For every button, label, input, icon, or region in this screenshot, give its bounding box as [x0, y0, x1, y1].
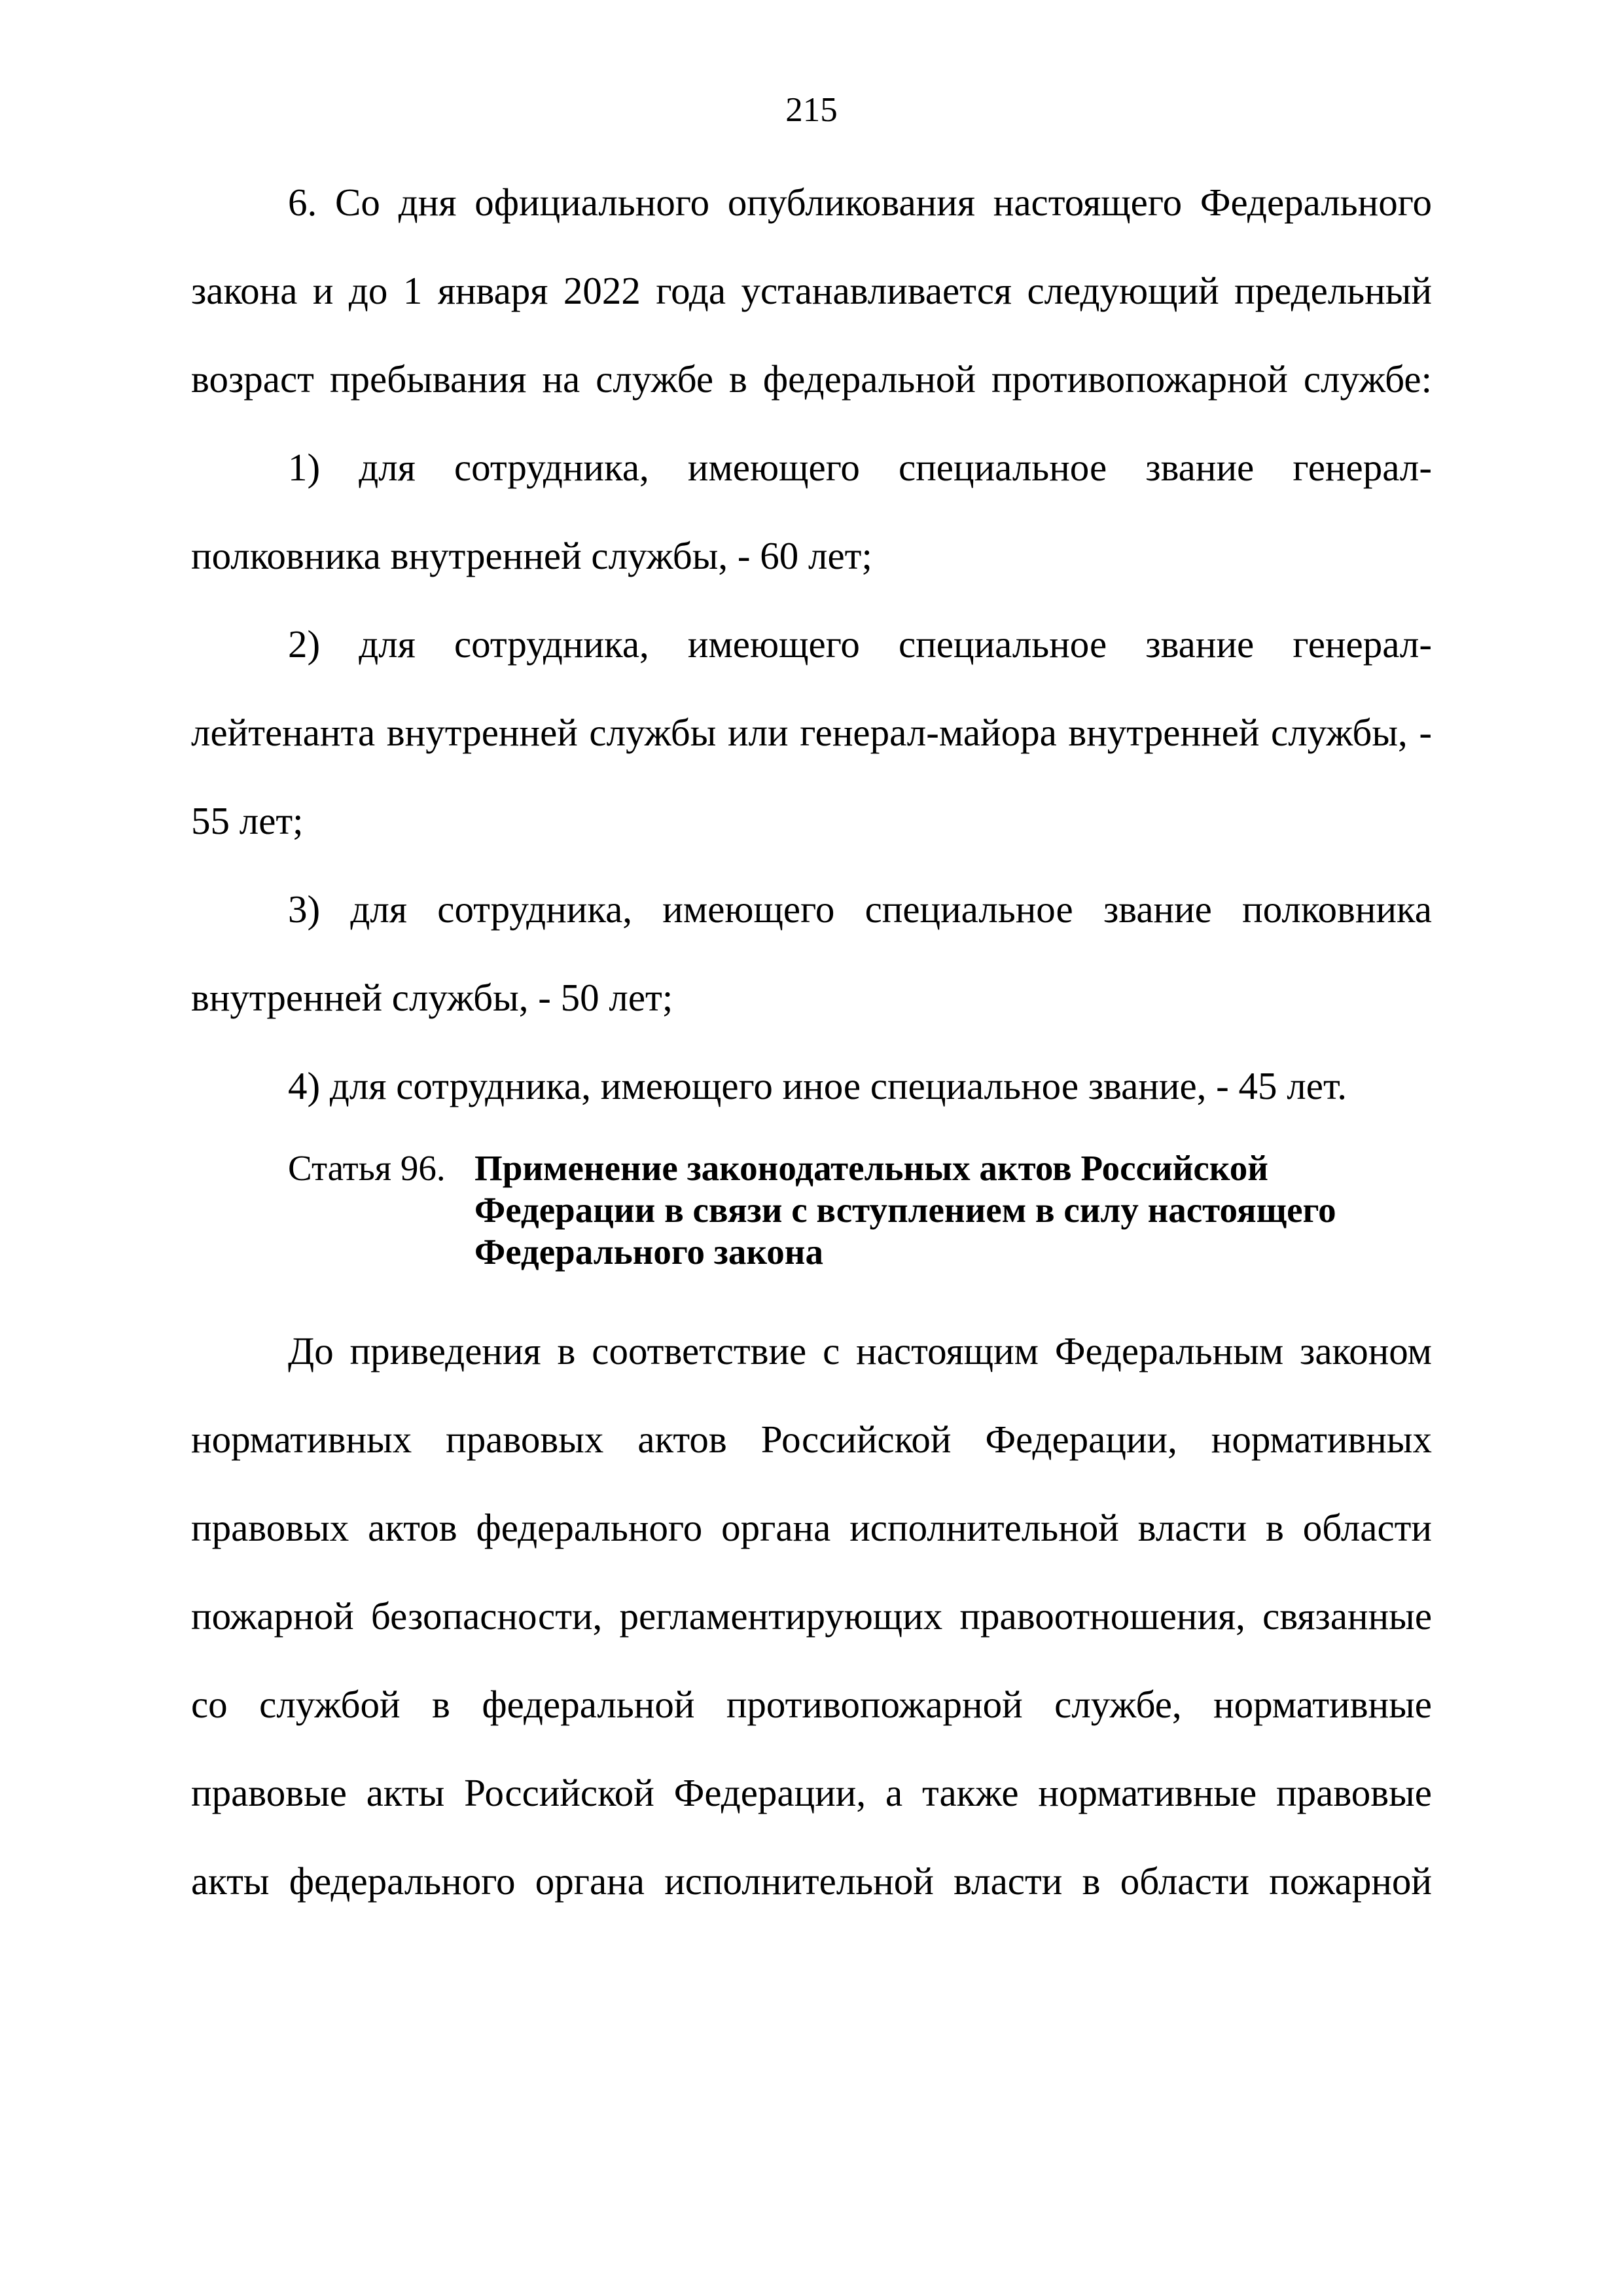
- list-item-2-line: 2) для сотрудника, имеющего специальное звание генерал-: [288, 622, 1432, 666]
- paragraph-6-line: возраст пребывания на службе в федеральной противопожарной службе:: [191, 357, 1432, 401]
- article-text-line: правовые акты Российской Федерации, а также нормативные правовые: [191, 1771, 1432, 1814]
- list-item-4-line: 4) для сотрудника, имеющего иное специальное звание, - 45 лет.: [288, 1064, 1347, 1107]
- article-text-line: нормативных правовых актов Российской Федерации, нормативных: [191, 1418, 1432, 1461]
- page-number: 215: [785, 91, 838, 129]
- article-title: [474, 1147, 1336, 1273]
- list-item-3-line: 3) для сотрудника, имеющего специальное звание полковника: [288, 888, 1432, 931]
- article-number: Статья 96.: [288, 1148, 446, 1188]
- article-text-line: со службой в федеральной противопожарной службе, нормативные: [191, 1683, 1432, 1726]
- list-item-1-line: полковника внутренней службы, - 60 лет;: [191, 534, 872, 577]
- list-item-3-line: внутренней службы, - 50 лет;: [191, 976, 673, 1019]
- paragraph-6-line: закона и до 1 января 2022 года устанавливается следующий предельный: [191, 269, 1432, 312]
- list-item-1-line: 1) для сотрудника, имеющего специальное звание генерал-: [288, 446, 1432, 489]
- list-item-2-line: лейтенанта внутренней службы или генерал-майора внутренней службы, -: [191, 711, 1432, 754]
- paragraph-6-line: 6. Со дня официального опубликования настоящего Федерального: [288, 181, 1432, 224]
- article-text-line: акты федерального органа исполнительной власти в области пожарной: [191, 1859, 1432, 1903]
- article-text-line: пожарной безопасности, регламентирующих правоотношения, связанные: [191, 1594, 1432, 1638]
- article-text-line: правовых актов федерального органа исполнительной власти в области: [191, 1506, 1432, 1549]
- article-text-line: До приведения в соответствие с настоящим Федеральным законом: [288, 1329, 1432, 1372]
- list-item-2-line: 55 лет;: [191, 799, 304, 842]
- article-title-line: Применение законодательных актов Российской: [474, 1148, 1268, 1188]
- article-title-line: Федерального закона: [474, 1232, 823, 1272]
- article-title-line: Федерации в связи с вступлением в силу настоящего: [474, 1190, 1336, 1230]
